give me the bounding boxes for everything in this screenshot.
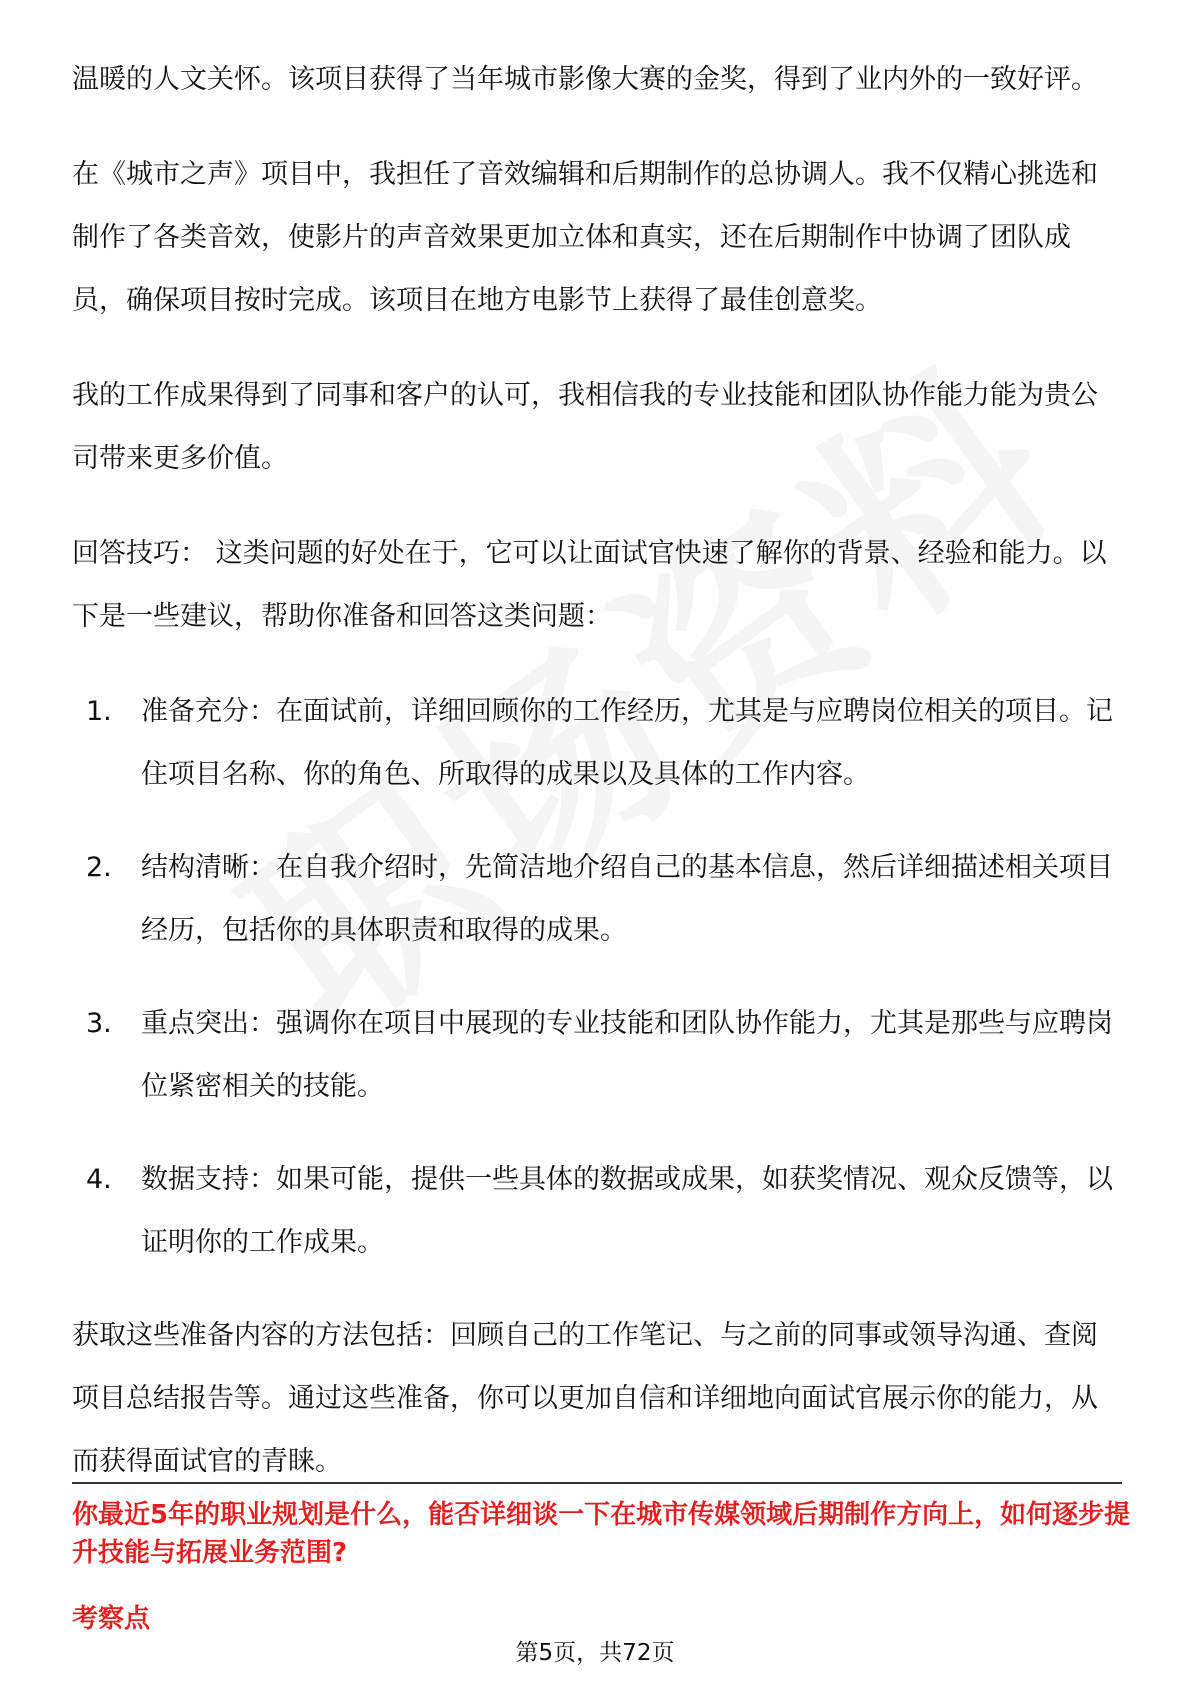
page-footer: 第5页，共72页 — [515, 1640, 675, 1666]
list-item-text: 准备充分：在面试前，详细回顾你的工作经历，尤其是与应聘岗位相关的项目。记住项目名称、你的角色、所取得的成果以及具体的工作内容。 — [141, 696, 1113, 790]
list-item — [86, 680, 1122, 806]
list-item — [86, 836, 1122, 962]
paragraph-award: 温暖的人文关怀。该项目获得了当年城市影像大赛的金奖，得到了业内外的一致好评。 — [72, 64, 1098, 95]
paragraph-closing: 获取这些准备内容的方法包括：回顾自己的工作笔记、与之前的同事或领导沟通、查阅项目总结报告等。通过这些准备，你可以更加自信和详细地向面试官展示你的能力，从而获得面试官的青睐。 — [72, 1320, 1098, 1477]
list-item-number: 3. — [86, 1008, 112, 1039]
list-item — [86, 992, 1122, 1118]
list-item-text: 结构清晰：在自我介绍时，先简洁地介绍自己的基本信息，然后详细描述相关项目经历，包括你的具体职责和取得的成果。 — [141, 852, 1113, 946]
paragraph-answer-tips: 回答技巧： 这类问题的好处在于，它可以让面试官快速了解你的背景、经验和能力。以下是一些建议，帮助你准备和回答这类问题： — [72, 538, 1107, 632]
paragraph-recognition: 我的工作成果得到了同事和客户的认可，我相信我的专业技能和团队协作能力能为贵公司带来更多价值。 — [72, 380, 1098, 474]
section-divider — [72, 1482, 1122, 1484]
list-item — [86, 1148, 1122, 1274]
interview-question: 你最近5年的职业规划是什么，能否详细谈一下在城市传媒领域后期制作方向上，如何逐步提升技能与拓展业务范围? — [72, 1500, 1131, 1568]
paragraph-city-voice-project: 在《城市之声》项目中，我担任了音效编辑和后期制作的总协调人。我不仅精心挑选和制作了各类音效，使影片的声音效果更加立体和真实，还在后期制作中协调了团队成员，确保项目按时完成。该项目在地方电影节上获得了最佳创意奖。 — [72, 159, 1098, 316]
list-item-number: 1. — [86, 696, 112, 727]
tips-list — [72, 680, 1122, 1274]
list-item-text: 重点突出：强调你在项目中展现的专业技能和团队协作能力，尤其是那些与应聘岗位紧密相关的技能。 — [141, 1008, 1113, 1102]
section-label: 考察点 — [72, 1604, 151, 1634]
list-item-text: 数据支持：如果可能，提供一些具体的数据或成果，如获奖情况、观众反馈等，以证明你的工作成果。 — [141, 1164, 1113, 1258]
list-item-number: 4. — [86, 1164, 112, 1195]
answer-content — [72, 48, 1122, 1525]
list-item-number: 2. — [86, 852, 112, 883]
